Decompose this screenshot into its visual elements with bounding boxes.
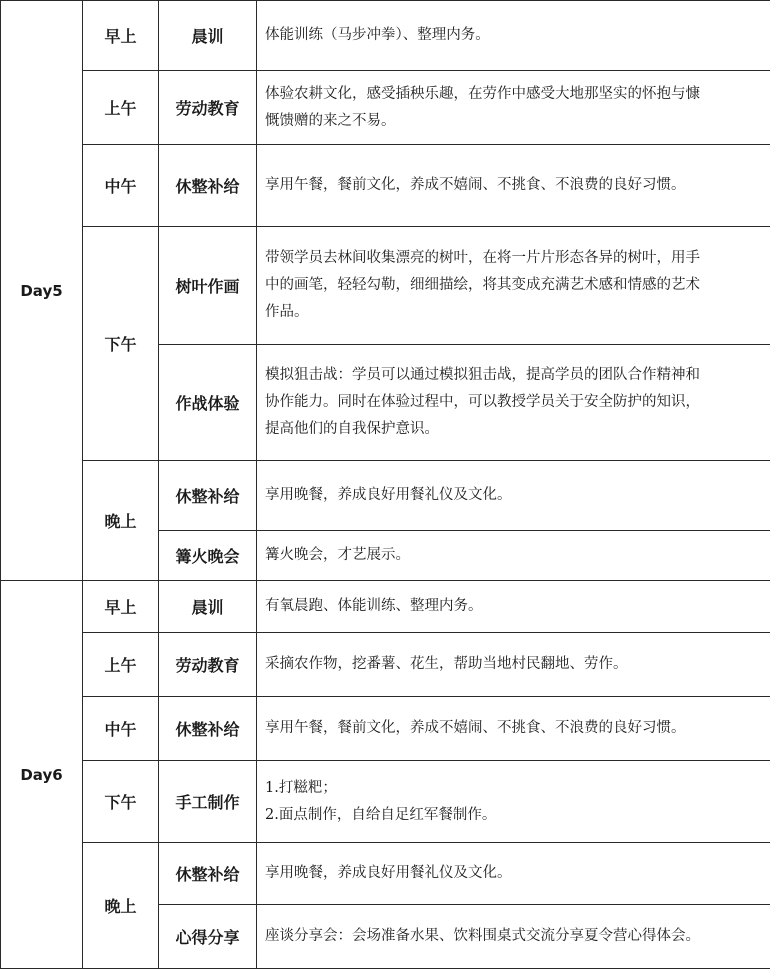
- description-line: 慨馈赠的来之不易。: [265, 108, 764, 135]
- time-of-day: 中午: [83, 145, 159, 227]
- activity-description: [257, 1, 770, 71]
- schedule-row: [1, 1, 770, 71]
- day-label: Day6: [1, 581, 83, 969]
- activity-description: [257, 633, 770, 697]
- description-line: 协作能力。同时在体验过程中，可以教授学员关于安全防护的知识，: [265, 389, 764, 416]
- description-line: 带领学员去林间收集漂亮的树叶，在将一片片形态各异的树叶，用手: [265, 245, 764, 272]
- schedule-body: [1, 1, 770, 969]
- time-of-day: 上午: [83, 633, 159, 697]
- description-line: 作品。: [265, 299, 764, 326]
- description-line: 体验农耕文化，感受插秧乐趣，在劳作中感受大地那坚实的怀抱与慷: [265, 81, 764, 108]
- time-of-day: 下午: [83, 761, 159, 843]
- activity-name: 休整补给: [159, 843, 257, 905]
- day-label: Day5: [1, 1, 83, 581]
- description-line: 2.面点制作，自给自足红军餐制作。: [265, 802, 764, 829]
- activity-name: 休整补给: [159, 697, 257, 761]
- schedule-row: [1, 145, 770, 227]
- time-of-day: 下午: [83, 227, 159, 461]
- schedule-row: [1, 761, 770, 843]
- activity-name: 作战体验: [159, 345, 257, 461]
- description-line: 中的画笔，轻轻勾勒，细细描绘，将其变成充满艺术感和情感的艺术: [265, 272, 764, 299]
- activity-name: 劳动教育: [159, 633, 257, 697]
- description-line: 有氧晨跑、体能训练、整理内务。: [265, 593, 764, 620]
- schedule-row: [1, 227, 770, 345]
- activity-description: [257, 531, 770, 581]
- activity-description: [257, 581, 770, 633]
- activity-name: 劳动教育: [159, 71, 257, 145]
- description-line: 1.打糍粑；: [265, 775, 764, 802]
- description-line: 享用午餐，餐前文化，养成不嬉闹、不挑食、不浪费的良好习惯。: [265, 715, 764, 742]
- description-line: 体能训练（马步冲拳）、整理内务。: [265, 22, 764, 49]
- schedule-row: [1, 581, 770, 633]
- description-line: 座谈分享会：会场准备水果、饮料围桌式交流分享夏令营心得体会。: [265, 923, 764, 950]
- time-of-day: 晚上: [83, 843, 159, 969]
- time-of-day: 早上: [83, 581, 159, 633]
- description-line: 模拟狙击战：学员可以通过模拟狙击战，提高学员的团队合作精神和: [265, 362, 764, 389]
- schedule-row: [1, 843, 770, 905]
- description-line: 提高他们的自我保护意识。: [265, 416, 764, 443]
- description-line: 采摘农作物，挖番薯、花生，帮助当地村民翻地、劳作。: [265, 651, 764, 678]
- activity-name: 晨训: [159, 1, 257, 71]
- schedule-row: [1, 633, 770, 697]
- activity-name: 心得分享: [159, 905, 257, 969]
- activity-description: [257, 227, 770, 345]
- description-line: 享用晚餐，养成良好用餐礼仪及文化。: [265, 860, 764, 887]
- activity-name: 手工制作: [159, 761, 257, 843]
- activity-description: [257, 761, 770, 843]
- description-line: 篝火晚会，才艺展示。: [265, 542, 764, 569]
- time-of-day: 晚上: [83, 461, 159, 581]
- activity-description: [257, 697, 770, 761]
- activity-description: [257, 461, 770, 531]
- time-of-day: 早上: [83, 1, 159, 71]
- time-of-day: 上午: [83, 71, 159, 145]
- activity-name: 休整补给: [159, 461, 257, 531]
- activity-name: 篝火晚会: [159, 531, 257, 581]
- schedule-row: [1, 461, 770, 531]
- schedule-row: [1, 71, 770, 145]
- time-of-day: 中午: [83, 697, 159, 761]
- activity-name: 晨训: [159, 581, 257, 633]
- activity-description: [257, 345, 770, 461]
- schedule-row: [1, 697, 770, 761]
- activity-description: [257, 145, 770, 227]
- activity-description: [257, 71, 770, 145]
- activity-name: 休整补给: [159, 145, 257, 227]
- activity-description: [257, 843, 770, 905]
- description-line: 享用晚餐，养成良好用餐礼仪及文化。: [265, 482, 764, 509]
- activity-description: [257, 905, 770, 969]
- description-line: 享用午餐，餐前文化，养成不嬉闹、不挑食、不浪费的良好习惯。: [265, 172, 764, 199]
- activity-name: 树叶作画: [159, 227, 257, 345]
